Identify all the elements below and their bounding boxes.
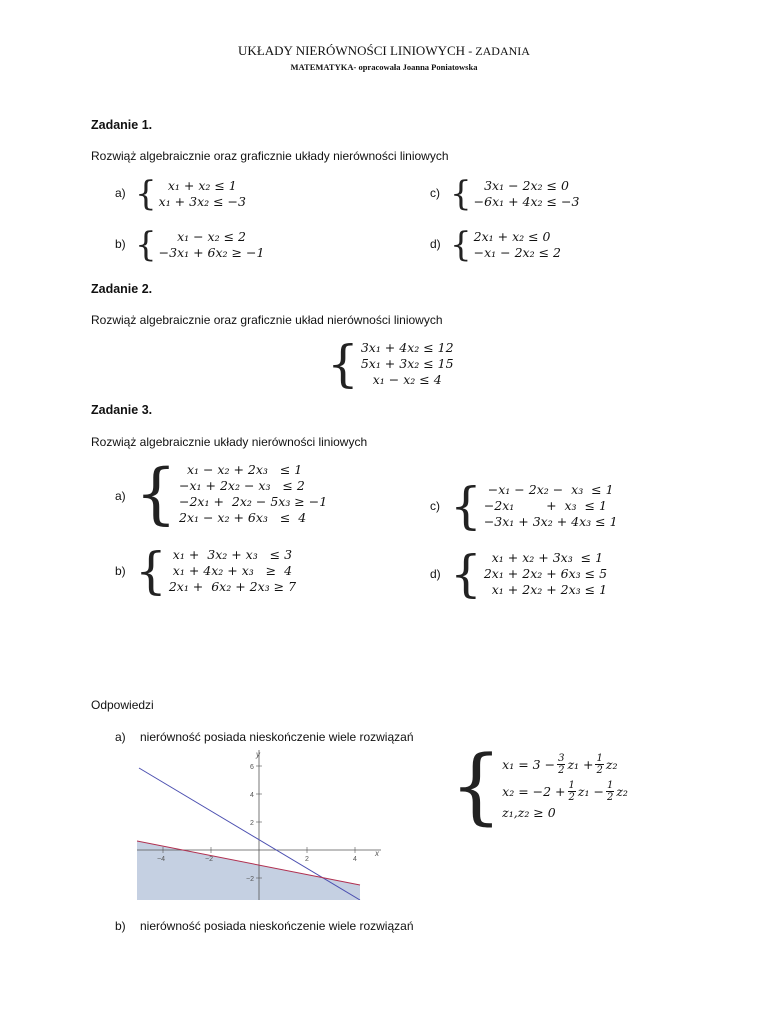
task1-d-label: d)	[430, 237, 441, 251]
task1-c-system	[450, 174, 580, 214]
page-subtitle: MATEMATYKA- opracowała Joanna Poniatowska	[290, 62, 478, 72]
task3-heading: Zadanie 3.	[91, 403, 153, 417]
task2-system	[327, 335, 454, 393]
solution-graph	[137, 748, 387, 900]
brace-icon: {	[327, 335, 359, 393]
y-tick-label: 4	[250, 792, 254, 799]
brace-icon: {	[450, 174, 472, 214]
equation-row: −x₁ + 2x₂ − x₃ ≤ 2	[179, 478, 305, 493]
fraction: $\frac{1}{2}$	[596, 753, 603, 776]
answers-heading: Odpowiedzi	[91, 698, 154, 712]
equation-row: −x₁ − 2x₂ ≤ 2	[473, 245, 561, 260]
task3-instruction: Rozwiąż algebraicznie układy nierówności liniowych	[91, 435, 368, 449]
task1-a-label: a)	[115, 186, 126, 200]
equation-row: −3x₁ + 3x₂ + 4x₃ ≤ 1	[483, 514, 618, 529]
equation-row: x₁ + x₂ + 3x₃ ≤ 1	[483, 550, 604, 565]
equation-row: x₁ − x₂ ≤ 2	[177, 229, 246, 244]
answer-b-label: b)	[115, 919, 126, 933]
task3-a-system	[135, 455, 328, 532]
solution-row-z: z₁,z₂ ≥ 0	[502, 805, 556, 820]
equation-row: −x₁ − 2x₂ − x₃ ≤ 1	[483, 482, 614, 497]
equation-row: x₁ + 2x₂ + 2x₃ ≤ 1	[483, 582, 608, 597]
brace-icon: {	[450, 477, 482, 535]
task3-d-label: d)	[430, 567, 441, 581]
equation-row: 3x₁ − 2x₂ ≤ 0	[484, 178, 569, 193]
y-tick-label: 6	[250, 764, 254, 771]
equation-row: −6x₁ + 4x₂ ≤ −3	[473, 194, 580, 209]
title-main: UKŁADY NIERÓWNOŚCI LINIOWYCH	[238, 43, 466, 58]
task1-a-system	[135, 174, 246, 214]
brace-icon: {	[450, 545, 482, 603]
answer-b-text: nierówność posiada nieskończenie wiele rozwiązań	[140, 919, 414, 933]
x-tick-label: −4	[157, 856, 165, 863]
equation-row: x₁ + 4x₂ + x₃ ≥ 4	[168, 563, 293, 578]
task1-c-label: c)	[430, 186, 440, 200]
x-axis-label: x	[375, 849, 379, 858]
equation-row: x₁ − x₂ + 2x₃ ≤ 1	[179, 462, 303, 477]
fraction: $\frac{1}{2}$	[568, 780, 575, 803]
y-tick-label: −2	[246, 876, 254, 883]
solution-row-x2: x₂ = −2 + $\frac{1}{2}$ z₁ − $\frac{1}{2}$ z₂	[502, 780, 628, 803]
title-suffix: - ZADANIA	[468, 44, 530, 58]
task1-heading: Zadanie 1.	[91, 118, 153, 132]
x-tick-label: −2	[205, 856, 213, 863]
equation-row: x₁ + x₂ ≤ 1	[167, 178, 237, 193]
task3-b-system	[135, 542, 297, 600]
equation-row: 5x₁ + 3x₂ ≤ 15	[360, 356, 454, 371]
fraction: $\frac{3}{2}$	[558, 753, 565, 776]
task3-c-system	[450, 477, 618, 535]
page-title	[0, 43, 768, 59]
equation-row: −2x₁ + x₃ ≤ 1	[483, 498, 607, 513]
brace-icon: {	[135, 542, 167, 600]
brace-icon: {	[135, 225, 157, 265]
equation-row: −3x₁ + 6x₂ ≥ −1	[158, 245, 265, 260]
answer-a-text: nierówność posiada nieskończenie wiele rozwiązań	[140, 730, 414, 744]
y-tick-label: 2	[250, 820, 254, 827]
brace-icon: {	[450, 225, 472, 265]
equation-row: x₁ + 3x₂ ≤ −3	[158, 194, 246, 209]
brace-icon: {	[450, 739, 503, 834]
solution-row-x1: x₁ = 3 − $\frac{3}{2}$ z₁ + $\frac{1}{2}$ z₂	[502, 753, 618, 776]
equation-row: −2x₁ + 2x₂ − 5x₃ ≥ −1	[179, 494, 328, 509]
equation-row: x₁ − x₂ ≤ 4	[372, 372, 442, 387]
task3-d-system	[450, 545, 608, 603]
y-axis-label: y	[256, 750, 260, 759]
task1-b-label: b)	[115, 237, 126, 251]
equation-row: x₁ + 3x₂ + x₃ ≤ 3	[168, 547, 293, 562]
task3-a-label: a)	[115, 489, 126, 503]
task1-instruction: Rozwiąż algebraicznie oraz graficznie układy nierówności liniowych	[91, 149, 449, 163]
equation-row: 2x₁ − x₂ + 6x₃ ≤ 4	[179, 510, 307, 525]
brace-icon: {	[135, 174, 157, 214]
task2-heading: Zadanie 2.	[91, 282, 153, 296]
equation-row: 2x₁ + 6x₂ + 2x₃ ≥ 7	[168, 579, 297, 594]
answer-a-label: a)	[115, 730, 126, 744]
equation-row: 3x₁ + 4x₂ ≤ 12	[360, 340, 454, 355]
x-tick-label: 2	[305, 856, 309, 863]
brace-icon: {	[135, 455, 177, 532]
task1-b-system	[135, 225, 265, 265]
equation-row: 2x₁ + x₂ ≤ 0	[473, 229, 551, 244]
task3-b-label: b)	[115, 564, 126, 578]
task1-d-system	[450, 225, 561, 265]
task3-c-label: c)	[430, 499, 440, 513]
answer-a-solution	[450, 739, 628, 834]
equation-row: 2x₁ + 2x₂ + 6x₃ ≤ 5	[483, 566, 608, 581]
task2-instruction: Rozwiąż algebraicznie oraz graficznie układ nierówności liniowych	[91, 313, 443, 327]
x-tick-label: 4	[353, 856, 357, 863]
fraction: $\frac{1}{2}$	[606, 780, 614, 803]
